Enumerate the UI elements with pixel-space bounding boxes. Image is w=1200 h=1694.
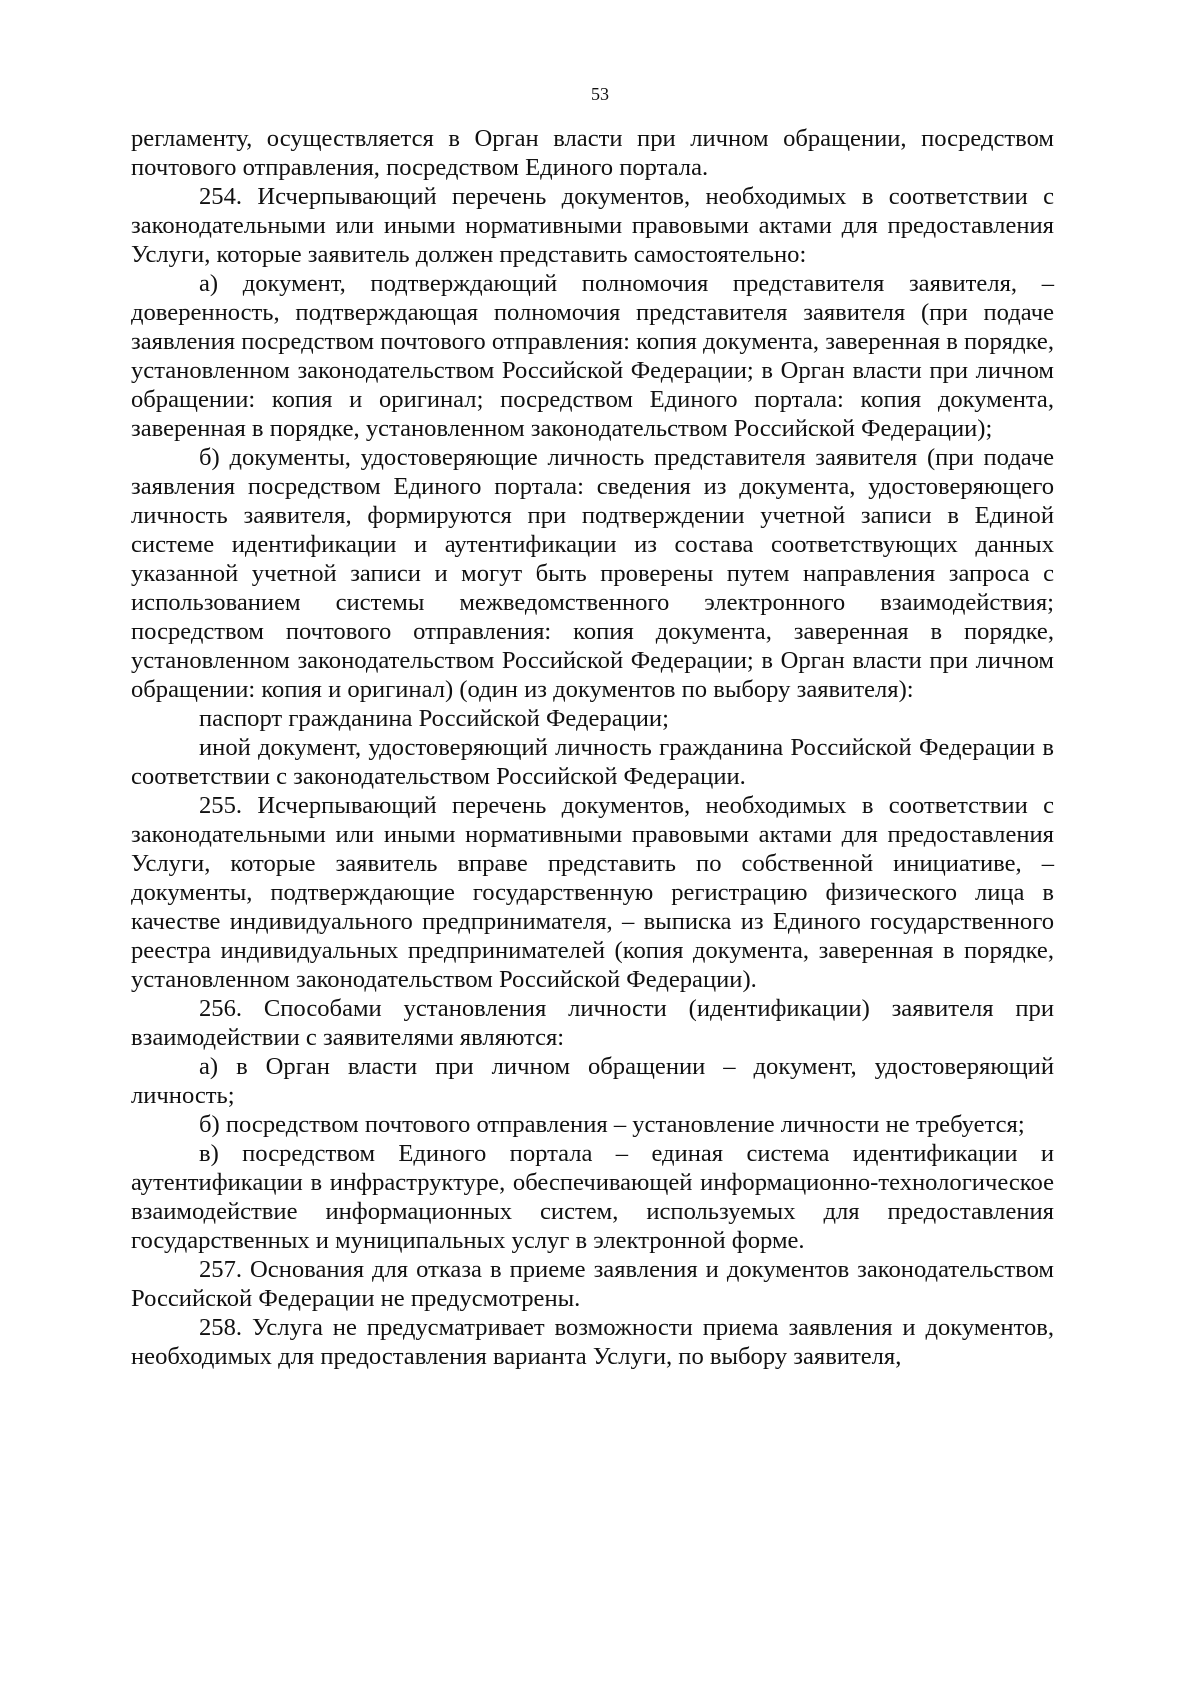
paragraph-254-b-other-document: иной документ, удостоверяющий личность гражданина Российской Федерации в соответствии с законодательством Российской Федерации. (131, 734, 1054, 790)
paragraph-254-a: а) документ, подтверждающий полномочия представителя заявителя, – доверенность, подтверждающая полномочия представителя заявителя (при подаче заявления посредством почтового отправления: копия документа, заверенная в порядке, установленном законодательством Российской Федерации; в Орган власти при личном обращении: копия и оригинал; посредством Единого портала: копия документа, заверенная в порядке, установленном законодательством Российской Федерации); (131, 270, 1054, 442)
page-number: 53 (591, 84, 609, 104)
paragraph-254: 254. Исчерпывающий перечень документов, необходимых в соответствии с законодательными или иными нормативными правовыми актами для предоставления Услуги, которые заявитель должен представить самостоятельно: (131, 183, 1054, 268)
paragraph-254-b: б) документы, удостоверяющие личность представителя заявителя (при подаче заявления посредством Единого портала: сведения из документа, удостоверяющего личность заявителя, формируются при подтверждении учетной записи в Единой системе идентификации и аутентификации из состава соответствующих данных указанной учетной записи и могут быть проверены путем направления запроса с использованием системы межведомственного электронного взаимодействия; посредством почтового отправления: копия документа, заверенная в порядке, установленном законодательством Российской Федерации; в Орган власти при личном обращении: копия и оригинал) (один из документов по выбору заявителя): (131, 444, 1054, 703)
paragraph-256-a: а) в Орган власти при личном обращении – документ, удостоверяющий личность; (131, 1053, 1054, 1109)
paragraph-256: 256. Способами установления личности (идентификации) заявителя при взаимодействии с заявителями являются: (131, 995, 1054, 1051)
document-body (131, 124, 1054, 1371)
paragraph-continuation: регламенту, осуществляется в Орган власти при личном обращении, посредством почтового отправления, посредством Единого портала. (131, 125, 1054, 181)
paragraph-258: 258. Услуга не предусматривает возможности приема заявления и документов, необходимых для предоставления варианта Услуги, по выбору заявителя, (131, 1314, 1054, 1370)
paragraph-255: 255. Исчерпывающий перечень документов, необходимых в соответствии с законодательными или иными нормативными правовыми актами для предоставления Услуги, которые заявитель вправе представить по собственной инициативе, – документы, подтверждающие государственную регистрацию физического лица в качестве индивидуального предпринимателя, – выписка из Единого государственного реестра индивидуальных предпринимателей (копия документа, заверенная в порядке, установленном законодательством Российской Федерации). (131, 792, 1054, 993)
paragraph-256-b: б) посредством почтового отправления – установление личности не требуется; (199, 1111, 1025, 1138)
paragraph-256-c: в) посредством Единого портала – единая система идентификации и аутентификации в инфраструктуре, обеспечивающей информационно-технологическое взаимодействие информационных систем, используемых для предоставления государственных и муниципальных услуг в электронной форме. (131, 1140, 1054, 1254)
paragraph-254-b-passport: паспорт гражданина Российской Федерации; (199, 705, 669, 732)
paragraph-257: 257. Основания для отказа в приеме заявления и документов законодательством Российской Федерации не предусмотрены. (131, 1256, 1054, 1312)
